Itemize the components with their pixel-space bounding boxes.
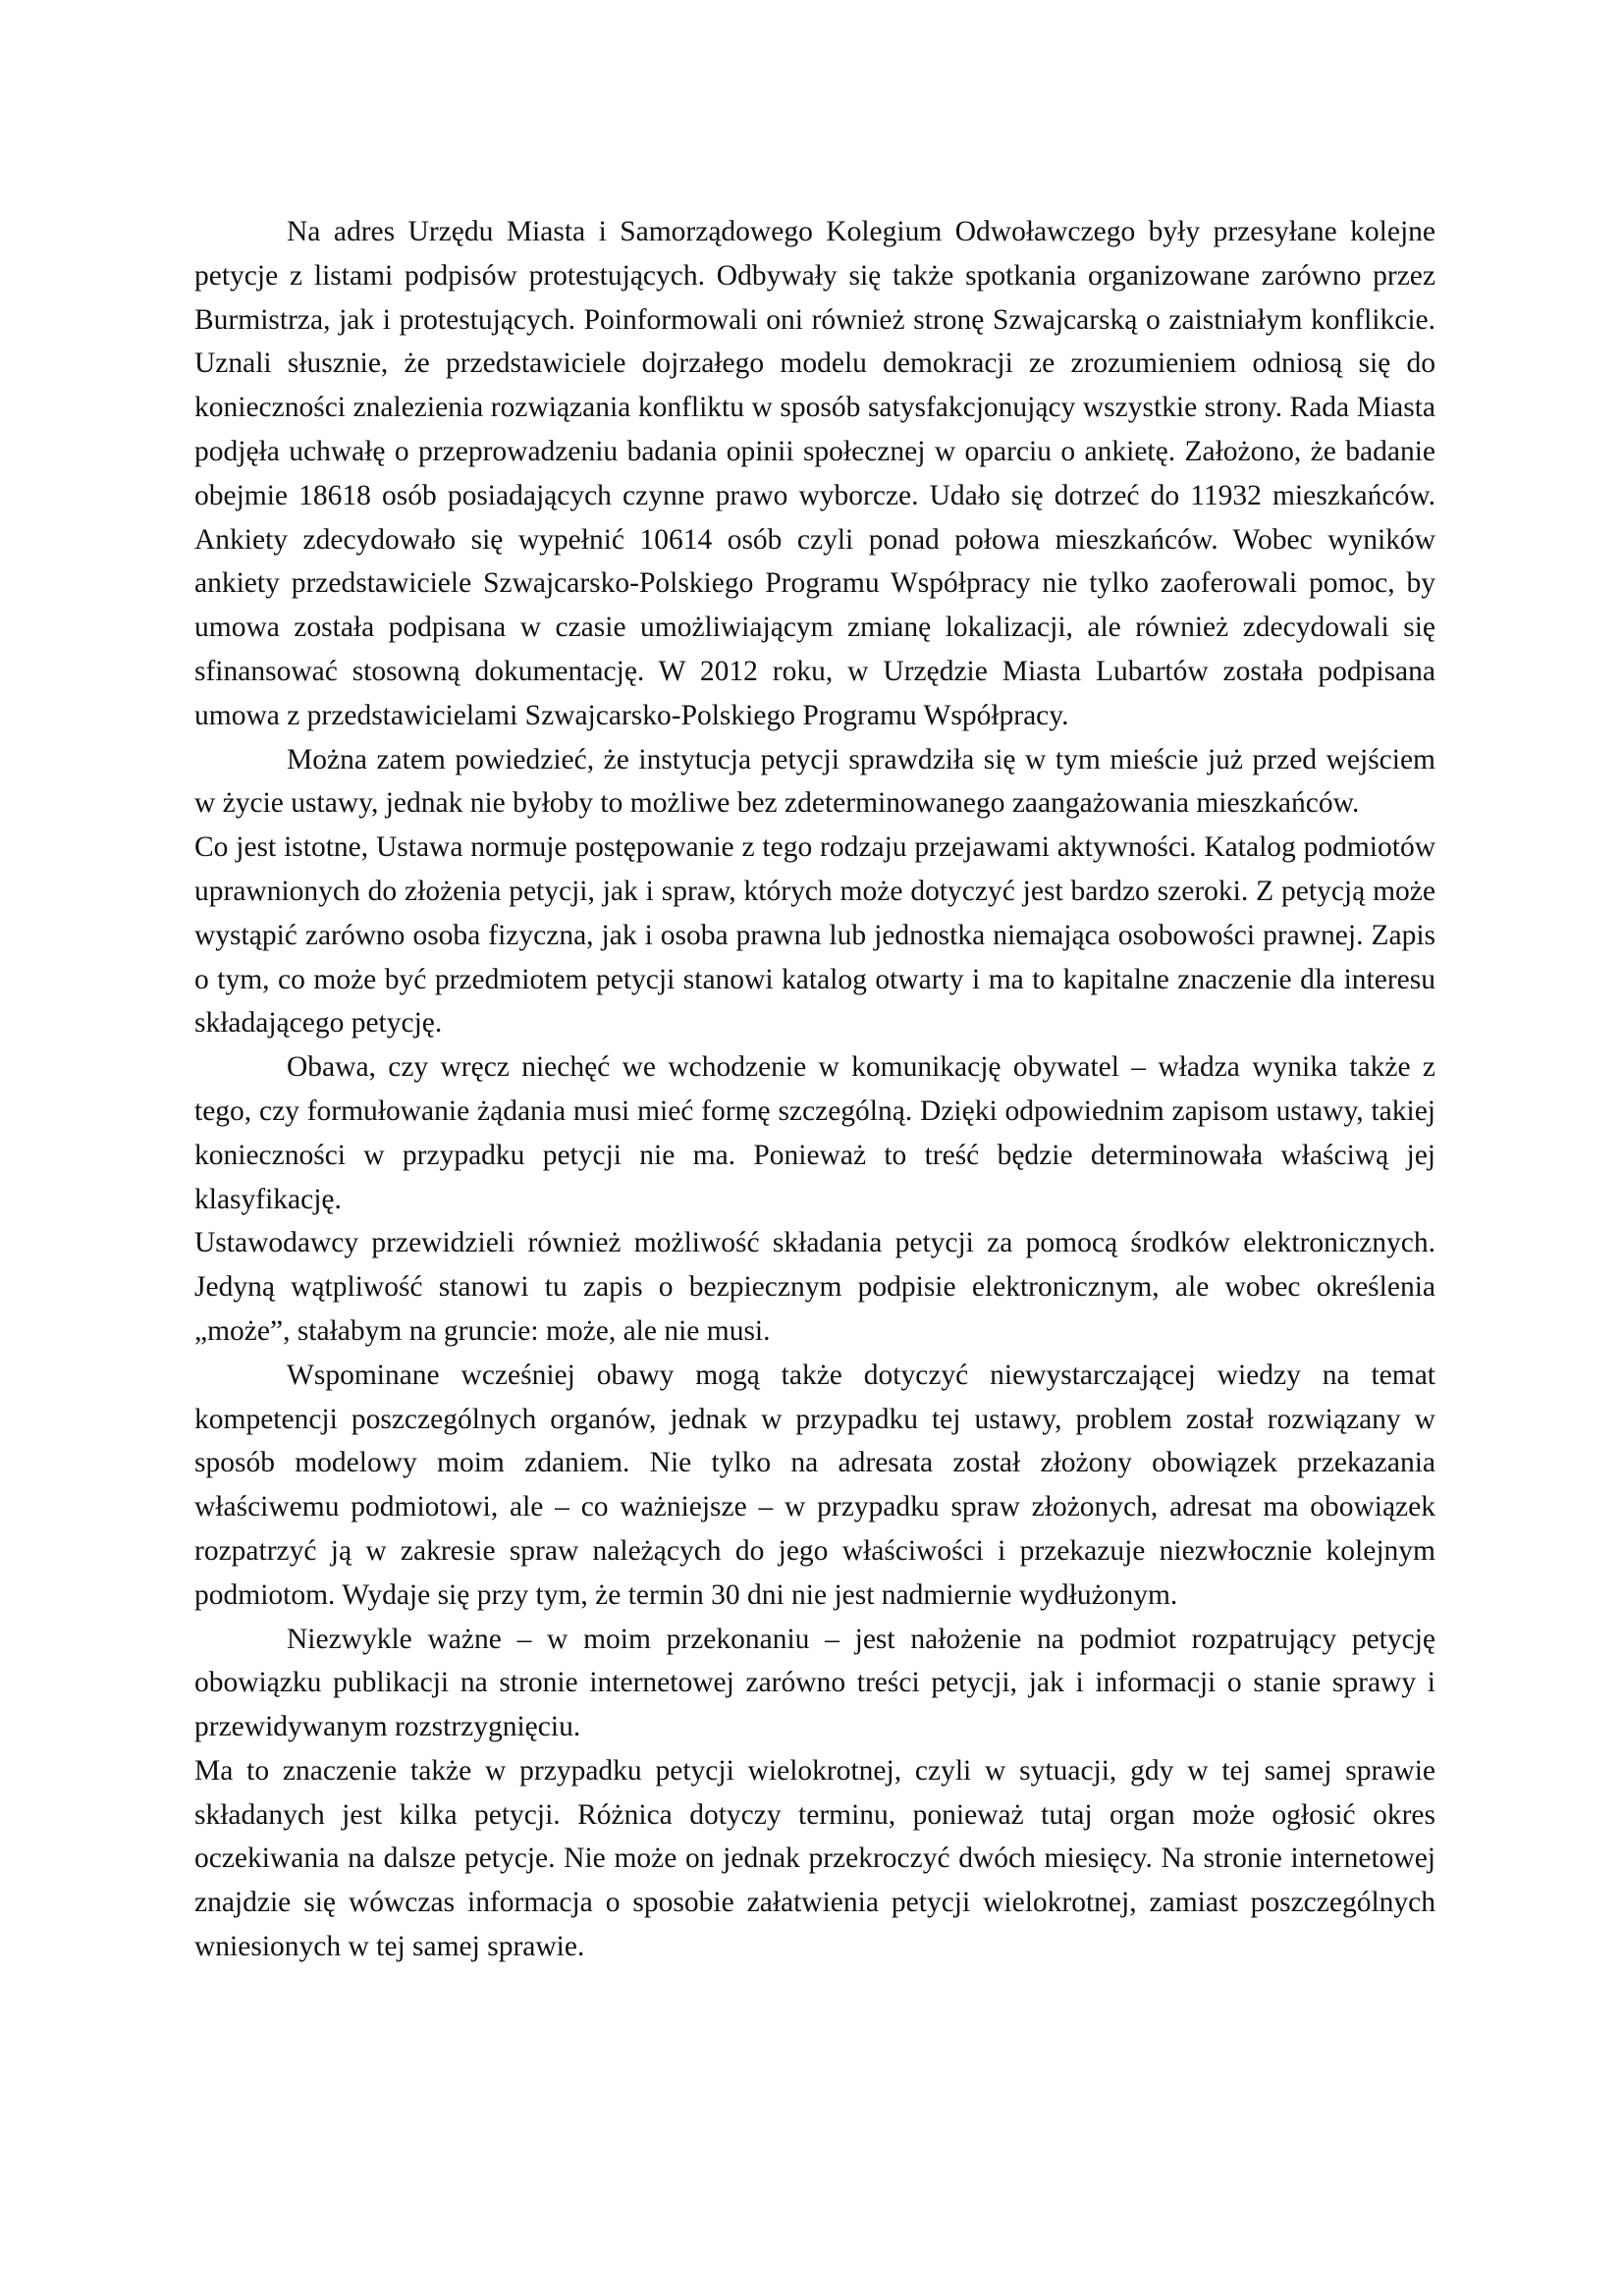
paragraph-6: Wspominane wcześniej obawy mogą także dotyczyć niewystarczającej wiedzy na temat kompetencji poszczególnych organów, jednak w przypadku tej ustawy, problem został rozwiązany w sposób modelowy moim zdaniem. Nie tylko na adresata został złożony obowiązek przekazania właściwemu podmiotowi, ale – co ważniejsze – w przypadku spraw złożonych, adresat ma obowiązek rozpatrzyć ją w zakresie spraw należących do jego właściwości i przekazuje niezwłocznie kolejnym podmiotom. Wydaje się przy tym, że termin 30 dni nie jest nadmiernie wydłużonym.: [194, 1359, 1435, 1611]
paragraph-2: Można zatem powiedzieć, że instytucja petycji sprawdziła się w tym mieście już przed wejściem w życie ustawy, jednak nie byłoby to możliwe bez zdeterminowanego zaangażowania mieszkańców.: [194, 743, 1435, 820]
paragraph-3: Co jest istotne, Ustawa normuje postępowanie z tego rodzaju przejawami aktywności. Katalog podmiotów uprawnionych do złożenia petycji, jak i spraw, których może dotyczyć jest bardzo szeroki. Z petycją może wystąpić zarówno osoba fizyczna, jak i osoba prawna lub jednostka niemająca osobowości prawnej. Zapis o tym, co może być przedmiotem petycji stanowi katalog otwarty i ma to kapitalne znaczenie dla interesu składającego petycję.: [194, 831, 1435, 1040]
paragraph-1: Na adres Urzędu Miasta i Samorządowego Kolegium Odwoławczego były przesyłane kolejne petycje z listami podpisów protestujących. Odbywały się także spotkania organizowane zarówno przez Burmistrza, jak i protestujących. Poinformowali oni również stronę Szwajcarską o zaistniałym konflikcie. Uznali słusznie, że przedstawiciele dojrzałego modelu demokracji ze zrozumieniem odniosą się do konieczności znalezienia rozwiązania konfliktu w sposób satysfakcjonujący wszystkie strony. Rada Miasta podjęła uchwałę o przeprowadzeniu badania opinii społecznej w oparciu o ankietę. Założono, że badanie obejmie 18618 osób posiadających czynne prawo wyborcze. Udało się dotrzeć do 11932 mieszkańców. Ankiety zdecydowało się wypełnić 10614 osób czyli ponad połowa mieszkańców. Wobec wyników ankiety przedstawiciele Szwajcarsko-Polskiego Programu Współpracy nie tylko zaoferowali pomoc, by umowa została podpisana w czasie umożliwiającym zmianę lokalizacji, ale również zdecydowali się sfinansować stosowną dokumentację. W 2012 roku, w Urzędzie Miasta Lubartów została podpisana umowa z przedstawicielami Szwajcarsko-Polskiego Programu Współpracy.: [194, 216, 1435, 731]
document-page: [194, 210, 1435, 1969]
paragraph-4: Obawa, czy wręcz niechęć we wchodzenie w komunikację obywatel – władza wynika także z tego, czy formułowanie żądania musi mieć formę szczególną. Dzięki odpowiednim zapisom ustawy, takiej konieczności w przypadku petycji nie ma. Ponieważ to treść będzie determinowała właściwą jej klasyfikację.: [194, 1051, 1435, 1215]
paragraph-5: Ustawodawcy przewidzieli również możliwość składania petycji za pomocą środków elektronicznych. Jedyną wątpliwość stanowi tu zapis o bezpiecznym podpisie elektronicznym, ale wobec określenia „może”, stałabym na gruncie: może, ale nie musi.: [194, 1227, 1435, 1347]
paragraph-7: Niezwykle ważne – w moim przekonaniu – jest nałożenie na podmiot rozpatrujący petycję obowiązku publikacji na stronie internetowej zarówno treści petycji, jak i informacji o stanie sprawy i przewidywanym rozstrzygnięciu.: [194, 1623, 1435, 1743]
paragraph-8: Ma to znaczenie także w przypadku petycji wielokrotnej, czyli w sytuacji, gdy w tej samej sprawie składanych jest kilka petycji. Różnica dotyczy terminu, ponieważ tutaj organ może ogłosić okres oczekiwania na dalsze petycje. Nie może on jednak przekroczyć dwóch miesięcy. Na stronie internetowej znajdzie się wówczas informacja o sposobie załatwienia petycji wielokrotnej, zamiast poszczególnych wniesionych w tej samej sprawie.: [194, 1754, 1435, 1963]
